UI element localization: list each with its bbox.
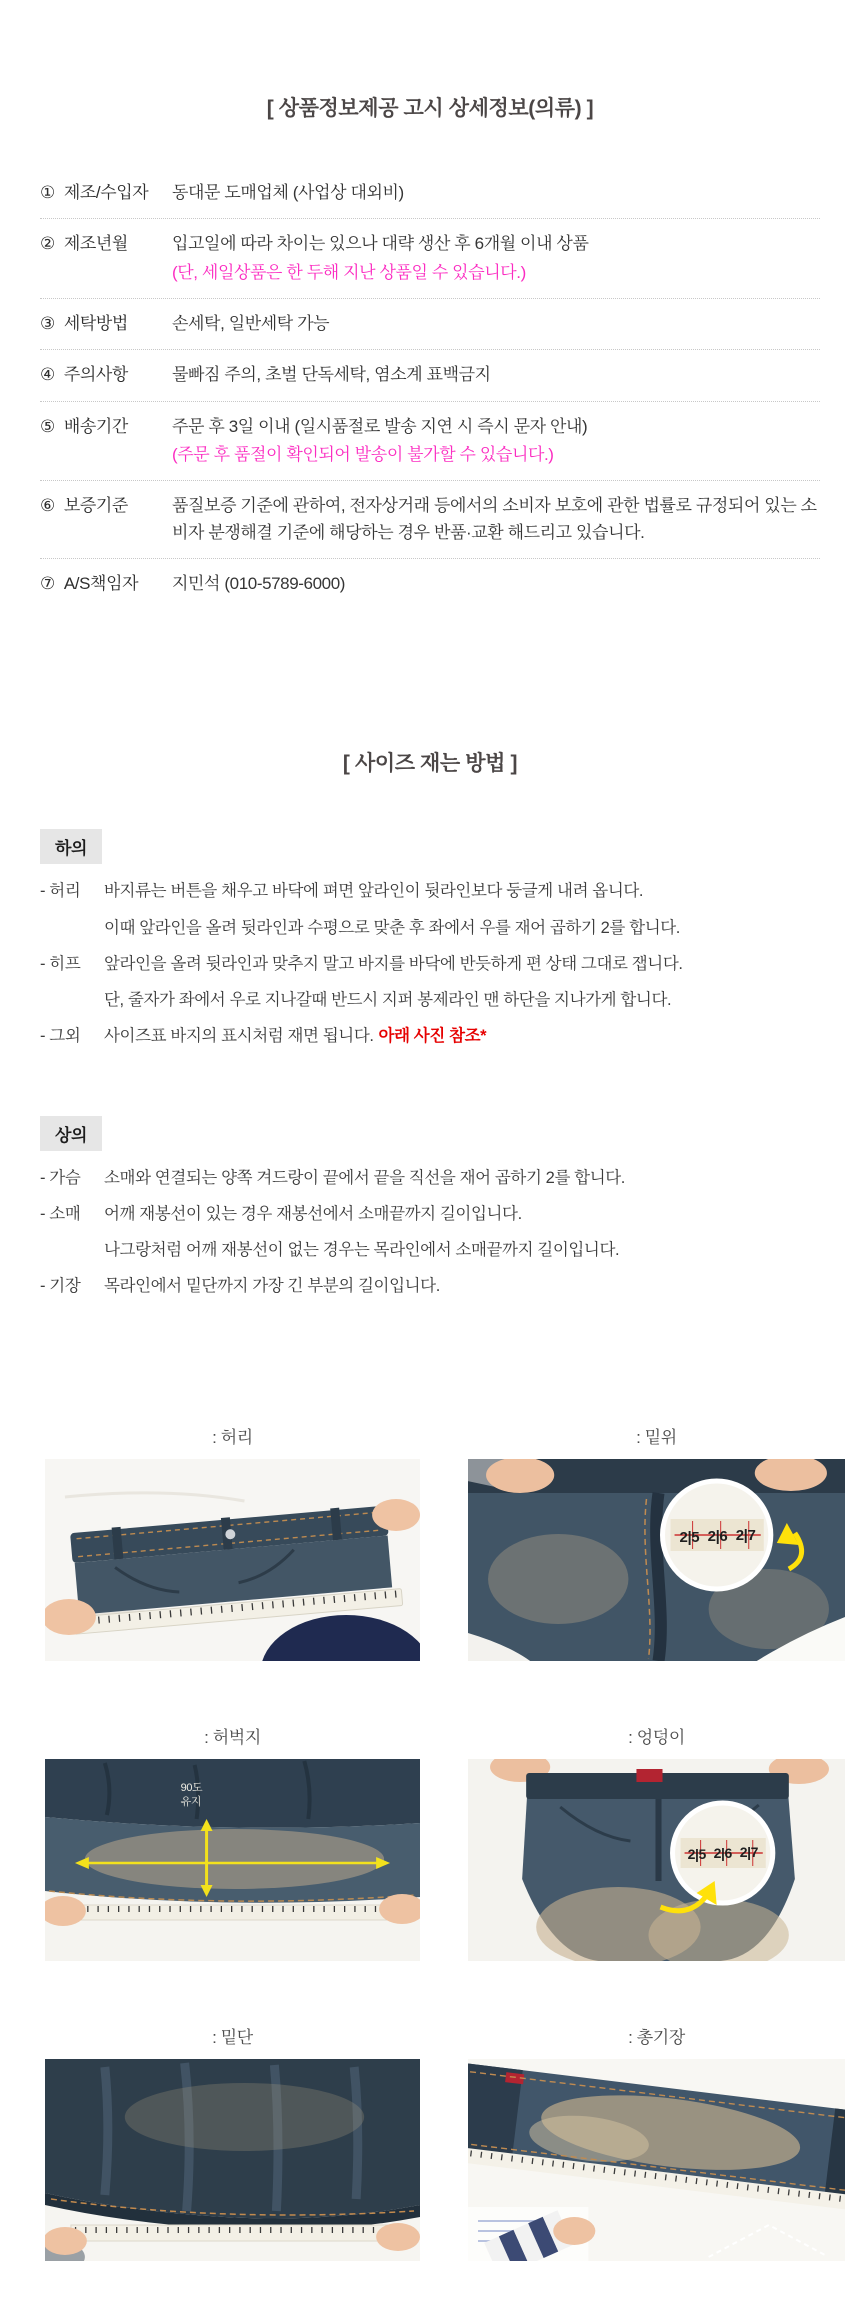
size-row [40,989,820,1012]
row-number: ③ [40,314,55,334]
page-title: [ 상품정보제공 고시 상세정보(의류) ] [266,97,594,120]
table-row [40,559,820,609]
photo-hem [45,2059,420,2261]
row-label: 제조년월 [63,234,128,254]
row-label: 주의사항 [63,365,128,385]
row-value: 입고일에 따라 차이는 있으나 대략 생산 후 6개월 이내 상품 [172,234,589,254]
size-term [40,917,104,940]
photo-thigh [45,1759,420,1961]
measure-photo-grid [0,1311,860,2300]
size-row [40,880,820,903]
hand [376,2223,420,2251]
brand-tag [636,1769,662,1782]
tops-size-list [40,1167,820,1298]
table-row [40,168,820,219]
photo-cell-hem [45,2023,420,2261]
row-label: A/S책임자 [63,574,139,594]
row-note: (주문 후 품절이 확인되어 발송이 불가할 수 있습니다.) [172,445,554,465]
size-text: 나그랑처럼 어깨 재봉선이 없는 경우는 목라인에서 소매끝까지 길이입니다. [104,1241,620,1260]
row-value: 주문 후 3일 이내 (일시품절로 발송 지연 시 즉시 문자 안내) [172,416,588,436]
row-number: ① [40,183,55,202]
photo-cell-rise [468,1423,845,1661]
size-text: 목라인에서 밑단까지 가장 긴 부분의 길이입니다. [104,1277,440,1296]
photo-label: : 밑단 [212,2028,253,2048]
size-term: - 히프 [40,954,81,973]
size-text: 단, 줄자가 좌에서 우로 지나갈때 반드시 지퍼 봉제라인 맨 하단을 지나가게 합니다. [104,990,672,1009]
row-label: 보증기준 [63,496,128,516]
bottoms-size-list [40,880,820,1047]
hand [372,1499,420,1531]
row-number: ⑤ [40,416,55,436]
photo-label: : 밑위 [636,1428,677,1448]
table-row [40,481,820,559]
size-text: 사이즈표 바지의 표시처럼 재면 됩니다. [104,1026,374,1045]
size-row [40,917,820,940]
row-label: 세탁방법 [63,314,128,334]
tape-number: 2|6 [707,1528,728,1546]
table-row [40,350,820,401]
row-label: 배송기간 [63,416,128,436]
photo-rise [468,1459,845,1661]
tape-number: 2|7 [739,1844,759,1861]
photo-label: : 엉덩이 [628,1728,685,1748]
photo-label: : 허리 [212,1428,253,1448]
row-number: ⑥ [40,496,55,516]
photo-cell-thigh [45,1723,420,1961]
photo-cell-hip [468,1723,845,1961]
size-term: - 가슴 [40,1168,81,1187]
tape-number: 2|5 [679,1529,700,1547]
row-value: 동대문 도매업체 (사업상 대외비) [172,183,404,202]
magnifier-inset [673,1803,773,1903]
size-row [40,1203,820,1226]
row-number: ④ [40,365,55,385]
row-note: (단, 세일상품은 한 두해 지난 상품일 수 있습니다.) [172,262,526,282]
tops-badge: 상의 [40,1116,102,1151]
size-text: 소매와 연결되는 양쪽 겨드랑이 끝에서 끝을 직선을 재어 곱하기 2를 합니다. [104,1168,625,1187]
row-number: ⑦ [40,574,55,594]
row-value: 물빠짐 주의, 초벌 단독세탁, 염소계 표백금지 [172,365,491,385]
tape-number: 2|5 [687,1846,706,1863]
bottoms-badge: 하의 [40,829,102,864]
table-row [40,219,820,299]
product-info-table [40,168,820,609]
magnifier-inset [663,1481,771,1589]
hand [553,2217,595,2245]
photo-total-length [468,2059,845,2261]
angle-note: 90도 [180,1782,203,1795]
size-term [40,989,104,1012]
photo-waist [45,1459,420,1661]
tape-number: 2|7 [735,1527,756,1545]
size-term: - 소매 [40,1205,81,1223]
tape-measure [71,2225,394,2241]
photo-label: : 허벅지 [204,1728,261,1748]
row-number: ② [40,234,55,254]
hand [45,2227,87,2255]
table-row [40,299,820,350]
row-value: 지민석 (010-5789-6000) [172,574,346,594]
size-row [40,953,820,976]
size-note-red: 아래 사진 참조* [378,1026,487,1045]
table-row [40,402,820,482]
size-text: 앞라인을 올려 뒷라인과 맞추지 말고 바지를 바닥에 반듯하게 편 상태 그대로 잽니다. [104,954,683,973]
size-term: - 그외 [40,1026,81,1045]
size-row [40,1275,820,1298]
size-row [40,1239,820,1262]
size-row [40,1167,820,1190]
size-guide-title: [ 사이즈 재는 방법 ] [342,752,518,776]
size-text: 어깨 재봉선이 있는 경우 재봉선에서 소매끝까지 길이입니다. [104,1205,522,1223]
row-value: 손세탁, 일반세탁 가능 [172,314,330,334]
photo-hip [468,1759,845,1961]
size-term: - 기장 [40,1277,81,1296]
photo-label: : 총기장 [628,2028,685,2048]
size-term: - 허리 [40,882,81,901]
row-value: 품질보증 기준에 관하여, 전자상거래 등에서의 소비자 보호에 관한 법률로 규정되어 있는 소비자 분쟁해결 기준에 해당하는 경우 반품·교환 해드리고 있습니다. [172,496,817,542]
row-label: 제조/수입자 [63,183,149,202]
size-text: 바지류는 버튼을 채우고 바닥에 펴면 앞라인이 뒷라인보다 둥글게 내려 옵니다. [104,882,644,901]
size-term [40,1239,104,1262]
angle-note: 유지 [180,1796,202,1809]
photo-cell-waist [45,1423,420,1661]
tape-number: 2|6 [713,1845,732,1862]
size-row [40,1025,820,1048]
photo-cell-length [468,2023,845,2261]
size-text: 이때 앞라인을 올려 뒷라인과 수평으로 맞춘 후 좌에서 우를 재어 곱하기 2를 합니다. [104,918,680,937]
